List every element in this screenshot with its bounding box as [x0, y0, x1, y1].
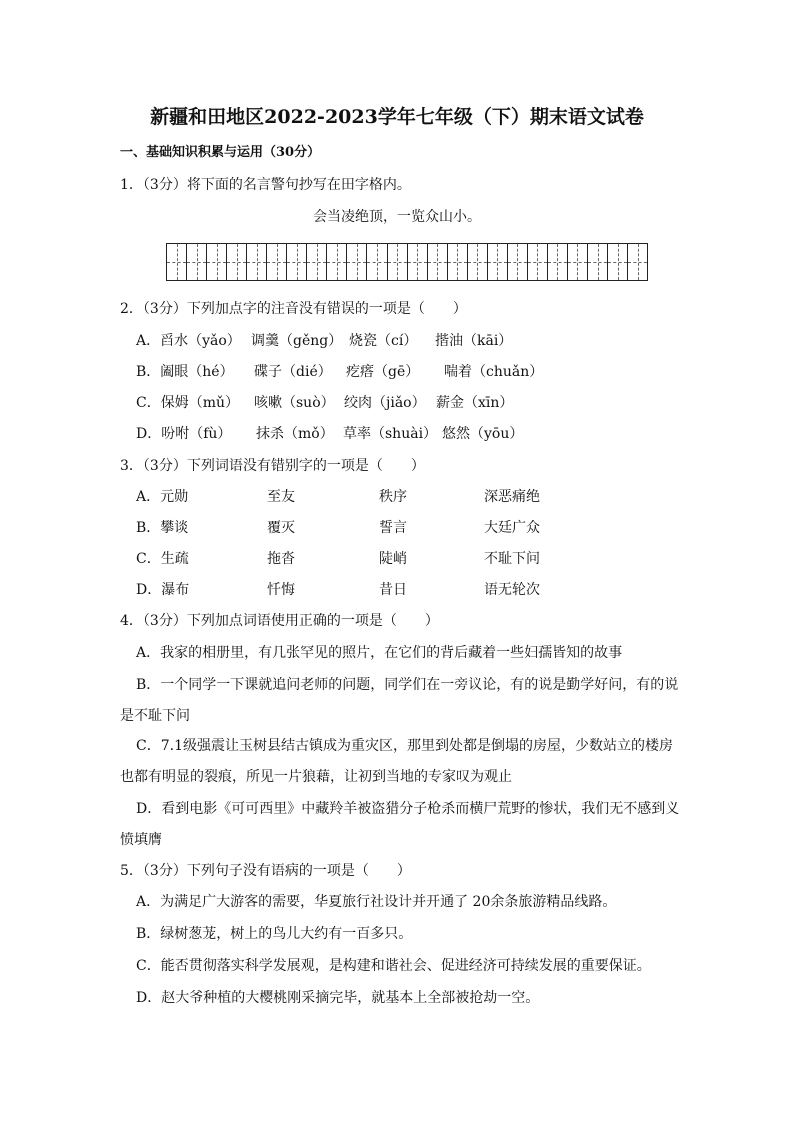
option-cell: D．瀑布: [136, 582, 190, 598]
tianzige-cell: [187, 244, 207, 280]
option-cell: A．元勋: [136, 489, 189, 505]
option-cell: 忏悔: [267, 582, 295, 598]
tianzige-cell: [628, 244, 647, 280]
option-cell: 咳嗽（suò）: [254, 395, 335, 411]
option-cell: 语无轮次: [484, 582, 540, 598]
question-3-option-a: [136, 487, 540, 507]
tianzige-cell: [327, 244, 347, 280]
option-cell: C．保姆（mǔ）: [136, 395, 240, 411]
tianzige-cell: [287, 244, 307, 280]
option-cell: D．吩咐（fù）: [136, 426, 232, 442]
option-cell: B．阖眼（hé）: [136, 364, 234, 380]
question-3-option-c: [136, 549, 540, 569]
tianzige-cell: [307, 244, 327, 280]
option-cell: 悠然（yōu）: [442, 426, 524, 442]
question-5-option-c: C．能否贯彻落实科学发展观，是构建和谐社会、促进经济可持续发展的重要保证。: [136, 958, 651, 974]
option-cell: 调羹（gěng）: [251, 333, 343, 349]
question-5-option-d: D．赵大爷种植的大樱桃刚采摘完毕，就基本上全部被抢劫一空。: [136, 990, 540, 1006]
option-cell: 抹杀（mǒ）: [256, 426, 334, 442]
option-cell: 喘着（chuǎn）: [444, 364, 544, 380]
question-4-line: A．我家的相册里，有几张罕见的照片，在它们的背后藏着一些妇孺皆知的故事: [136, 645, 623, 661]
tianzige-cell: [568, 244, 588, 280]
question-2-option-c: [136, 393, 513, 413]
tianzige-cell: [608, 244, 628, 280]
option-cell: 揩油（kāi）: [435, 333, 513, 349]
tianzige-cell: [508, 244, 528, 280]
tianzige-cell: [247, 244, 267, 280]
option-cell: 覆灭: [267, 520, 295, 536]
option-cell: 碟子（dié）: [254, 364, 332, 380]
tianzige-cell: [408, 244, 428, 280]
option-cell: 拖沓: [267, 551, 295, 567]
question-4-stem: 4．（3分）下列加点词语使用正确的一项是（ ）: [120, 613, 439, 629]
question-2-option-d: [136, 424, 523, 444]
tianzige-cell: [428, 244, 448, 280]
option-cell: 不耻下问: [484, 551, 540, 567]
option-cell: 至友: [267, 489, 295, 505]
tianzige-cell: [207, 244, 227, 280]
question-1-quote: 会当凌绝顶，一览众山小。: [313, 209, 481, 225]
tianzige-cell: [548, 244, 568, 280]
question-4-line: 也都有明显的裂痕，所见一片狼藉，让初到当地的专家叹为观止: [120, 769, 512, 785]
tianzige-cell: [267, 244, 287, 280]
option-cell: C．生疏: [136, 551, 189, 567]
question-4-line: D．看到电影《可可西里》中藏羚羊被盗猎分子枪杀而横尸荒野的惨状，我们无不感到义: [136, 801, 680, 817]
option-cell: 疙瘩（gē）: [346, 364, 420, 380]
section-heading: 一、基础知识积累与运用（30分）: [120, 145, 321, 160]
tianzige-cell: [488, 244, 508, 280]
question-4-line: B．一个同学一下课就追问老师的问题，同学们在一旁议论，有的说是勤学好问，有的说: [136, 677, 679, 693]
question-4-line: 是不耻下问: [120, 708, 190, 724]
question-5-stem: 5．（3分）下列句子没有语病的一项是（ ）: [120, 863, 411, 879]
option-cell: 草率（shuài）: [343, 426, 438, 442]
tianzige-cell: [528, 244, 548, 280]
question-3-stem: 3．（3分）下列词语没有错别字的一项是（ ）: [120, 458, 425, 474]
question-3-option-b: [136, 518, 540, 538]
tianzige-cell: [367, 244, 387, 280]
tianzige-cell: [588, 244, 608, 280]
question-4-line: 愤填膺: [120, 832, 162, 848]
option-cell: 陡峭: [379, 551, 407, 567]
option-cell: A．舀水（yǎo）: [136, 333, 241, 349]
question-5-option-a: A．为满足广大游客的需要，华夏旅行社设计并开通了 20余条旅游精品线路。: [136, 894, 617, 910]
question-3-option-d: [136, 580, 540, 600]
tianzige-cell: [227, 244, 247, 280]
option-cell: 烧瓷（cí）: [349, 333, 418, 349]
tianzige-cell: [167, 244, 187, 280]
question-2-stem: 2．（3分）下列加点字的注音没有错误的一项是（ ）: [120, 301, 467, 317]
tianzige-cell: [468, 244, 488, 280]
option-cell: 深恶痛绝: [484, 489, 540, 505]
option-cell: 誓言: [379, 520, 407, 536]
question-2-option-b: [136, 362, 543, 382]
question-2-option-a: [136, 331, 512, 351]
page-title: 新疆和田地区2022-2023学年七年级（下）期末语文试卷: [150, 106, 644, 128]
tianzige-cell: [388, 244, 408, 280]
tianzige-cell: [448, 244, 468, 280]
option-cell: B．攀谈: [136, 520, 189, 536]
question-4-line: C．7.1级强震让玉树县结古镇成为重灾区，那里到处都是倒塌的房屋，少数站立的楼房: [136, 738, 673, 754]
question-5-option-b: B．绿树葱茏，树上的鸟儿大约有一百多只。: [136, 926, 413, 942]
option-cell: 昔日: [379, 582, 407, 598]
tianzige-cell: [347, 244, 367, 280]
option-cell: 薪金（xīn）: [436, 395, 514, 411]
tianzige-grid: [166, 243, 648, 281]
option-cell: 绞肉（jiǎo）: [344, 395, 426, 411]
option-cell: 大廷广众: [484, 520, 540, 536]
question-1-stem: 1．（3分）将下面的名言警句抄写在田字格内。: [120, 177, 411, 193]
option-cell: 秩序: [379, 489, 407, 505]
